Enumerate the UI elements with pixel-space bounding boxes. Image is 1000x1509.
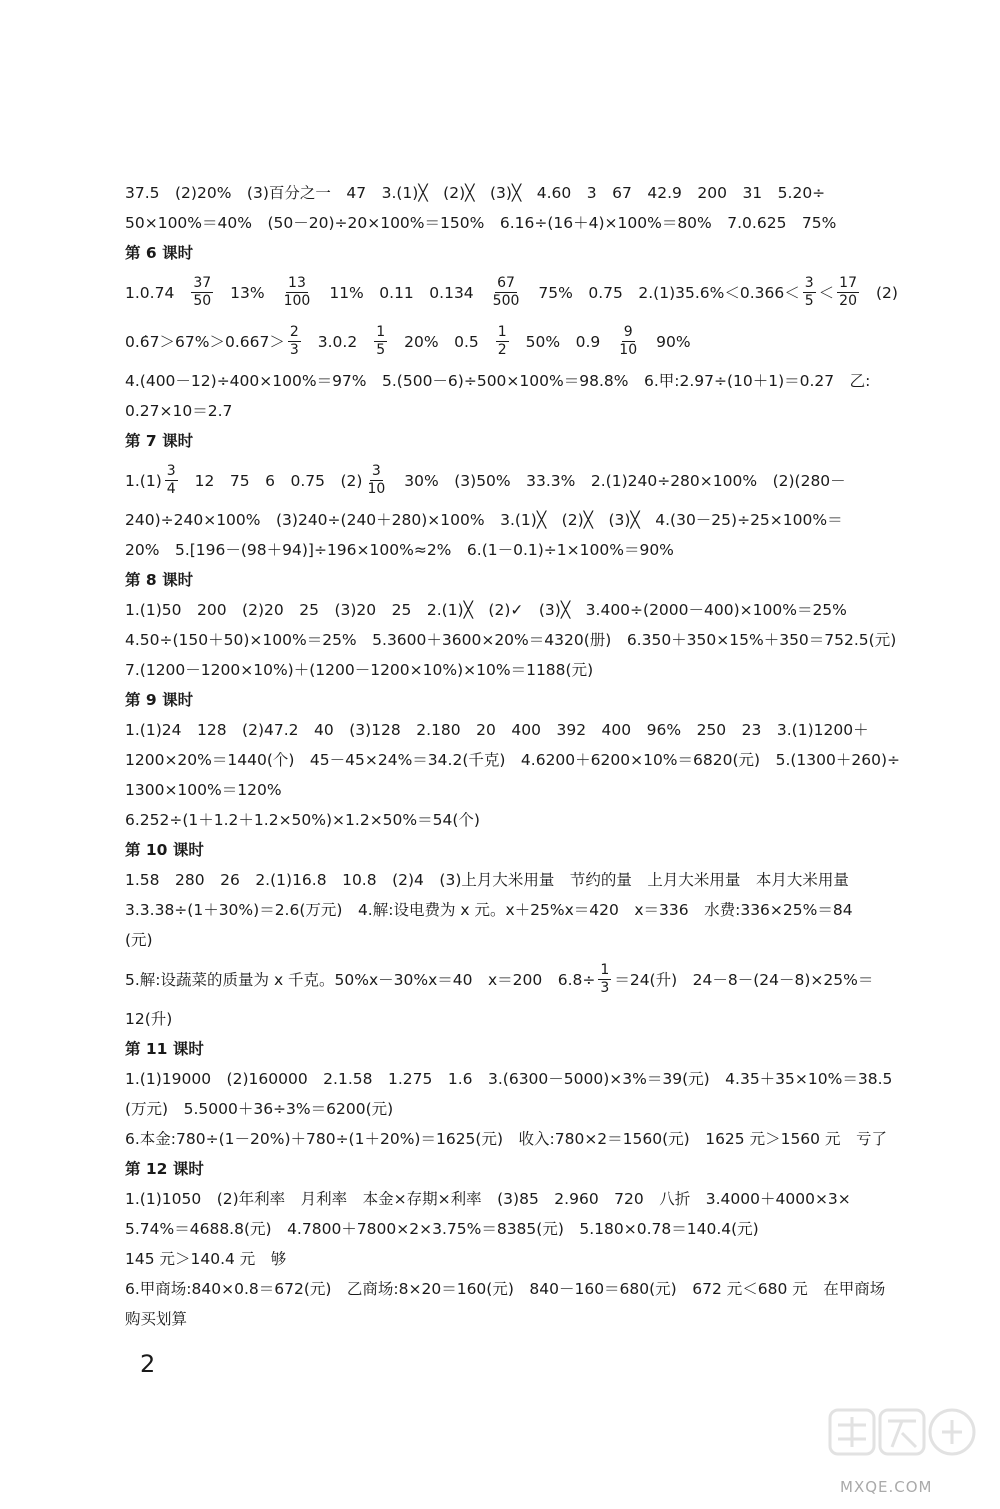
answer-line: 6.甲商场:840×0.8＝672(元) 乙商场:8×20＝160(元) 840－160＝680(元) 672 元＜680 元 在甲商场 [125, 1280, 886, 1298]
answer-page-body [125, 178, 900, 1334]
answer-line: (元) [125, 931, 153, 949]
fraction: $\frac{3}{5}$ [804, 275, 814, 309]
answer-line: 240)÷240×100% (3)240÷(240＋280)×100% 3.(1)╳ (2)╳ (3)╳ 4.(30－25)÷25×100%＝ [125, 511, 843, 529]
answer-line: 1.(1)24 128 (2)47.2 40 (3)128 2.180 20 400 392 400 96% 250 23 3.(1)1200＋ [125, 721, 869, 739]
fraction: $\frac{3}{4}$ [166, 463, 176, 497]
page-number: 2 [140, 1350, 156, 1378]
answer-line: 1300×100%＝120% [125, 781, 282, 799]
fraction: $\frac{3}{10}$ [367, 463, 386, 497]
fraction: $\frac{13}{100}$ [283, 275, 311, 309]
lesson-heading-6: 第 6 课时 [125, 244, 194, 262]
fraction: $\frac{1}{5}$ [376, 324, 386, 358]
lesson-heading-12: 第 12 课时 [125, 1160, 204, 1178]
answer-line-fractions: 5.解:设蔬菜的质量为 x 千克。50%x－30%x＝40 x＝200 6.8÷ $\frac{1}{3}$ ＝24(升) 24－8－(24－8)×25%＝ [125, 962, 874, 996]
fraction: $\frac{1}{2}$ [497, 324, 507, 358]
answer-line: 145 元＞140.4 元 够 [125, 1250, 287, 1268]
answer-line: 12(升) [125, 1010, 173, 1028]
answer-line: 购买划算 [125, 1310, 188, 1328]
answer-line: 7.(1200－1200×10%)＋(1200－1200×10%)×10%＝1188(元) [125, 661, 594, 679]
watermark-text: MXQE.COM [840, 1478, 933, 1496]
lesson-heading-7: 第 7 课时 [125, 432, 194, 450]
answer-line-fractions: 1.0.74 $\frac{37}{50}$ 13% $\frac{13}{100}$ 11% 0.11 0.134 $\frac{67}{500}$ 75% 0.75 2.(1)35.6%＜0.366＜ $\frac{3}{5}$ ＜ $\frac{17}{20}$ (2) [125, 275, 898, 309]
fraction: $\frac{17}{20}$ [839, 275, 857, 309]
fraction: $\frac{9}{10}$ [619, 324, 638, 358]
answer-line: 6.252÷(1＋1.2＋1.2×50%)×1.2×50%＝54(个) [125, 811, 480, 829]
answer-line: 20% 5.[196－(98＋94)]÷196×100%≈2% 6.(1－0.1)÷1×100%＝90% [125, 541, 674, 559]
answer-line: 3.3.38÷(1＋30%)＝2.6(万元) 4.解:设电费为 x 元。x＋25%x＝420 x＝336 水费:336×25%＝84 [125, 901, 853, 919]
answer-line: 37.5 (2)20% (3)百分之一 47 3.(1)╳ (2)╳ (3)╳ 4.60 3 67 42.9 200 31 5.20÷ [125, 184, 826, 202]
answer-line: 0.27×10＝2.7 [125, 402, 233, 420]
fraction: $\frac{1}{3}$ [600, 962, 610, 996]
fraction: $\frac{37}{50}$ [193, 275, 212, 309]
answer-line: 1.(1)50 200 (2)20 25 (3)20 25 2.(1)╳ (2)✓ (3)╳ 3.400÷(2000－400)×100%＝25% [125, 601, 847, 619]
answer-line: 1.(1)19000 (2)160000 2.1.58 1.275 1.6 3.(6300－5000)×3%＝39(元) 4.35＋35×10%＝38.5 [125, 1070, 893, 1088]
lesson-heading-9: 第 9 课时 [125, 691, 194, 709]
answer-line: 5.74%＝4688.8(元) 4.7800＋7800×2×3.75%＝8385(元) 5.180×0.78＝140.4(元) [125, 1220, 759, 1238]
answer-line-fractions: 1.(1) $\frac{3}{4}$ 12 75 6 0.75 (2) $\frac{3}{10}$ 30% (3)50% 33.3% 2.(1)240÷280×100% (2)(280－ [125, 463, 846, 497]
lesson-heading-8: 第 8 课时 [125, 571, 194, 589]
fraction: $\frac{67}{500}$ [492, 275, 520, 309]
answer-line: 4.50÷(150＋50)×100%＝25% 5.3600＋3600×20%＝4320(册) 6.350＋350×15%＋350＝752.5(元) [125, 631, 897, 649]
answer-line: 4.(400－12)÷400×100%＝97% 5.(500－6)÷500×100%＝98.8% 6.甲:2.97÷(10＋1)＝0.27 乙: [125, 372, 871, 390]
lesson-heading-10: 第 10 课时 [125, 841, 204, 859]
answer-line: 50×100%＝40% (50－20)÷20×100%＝150% 6.16÷(16＋4)×100%＝80% 7.0.625 75% [125, 214, 837, 232]
answer-line: 1.58 280 26 2.(1)16.8 10.8 (2)4 (3)上月大米用量 节约的量 上月大米用量 本月大米用量 [125, 871, 849, 889]
answer-line-fractions: 0.6̇7＞67%＞0.667＞ $\frac{2}{3}$ 3.0.2 $\frac{1}{5}$ 20% 0.5 $\frac{1}{2}$ 50% 0.9 $\frac{9}{10}$ 90% [125, 324, 691, 358]
fraction: $\frac{2}{3}$ [289, 324, 299, 358]
lesson-heading-11: 第 11 课时 [125, 1040, 204, 1058]
answer-line: 1.(1)1050 (2)年利率 月利率 本金×存期×利率 (3)85 2.960 720 八折 3.4000＋4000×3× [125, 1190, 851, 1208]
answer-line: 6.本金:780÷(1－20%)＋780÷(1＋20%)＝1625(元) 收入:780×2＝1560(元) 1625 元＞1560 元 亏了 [125, 1130, 887, 1148]
answer-line: (万元) 5.5000＋36÷3%＝6200(元) [125, 1100, 394, 1118]
answer-line: 1200×20%＝1440(个) 45－45×24%＝34.2(千克) 4.6200＋6200×10%＝6820(元) 5.(1300＋260)÷ [125, 751, 900, 769]
